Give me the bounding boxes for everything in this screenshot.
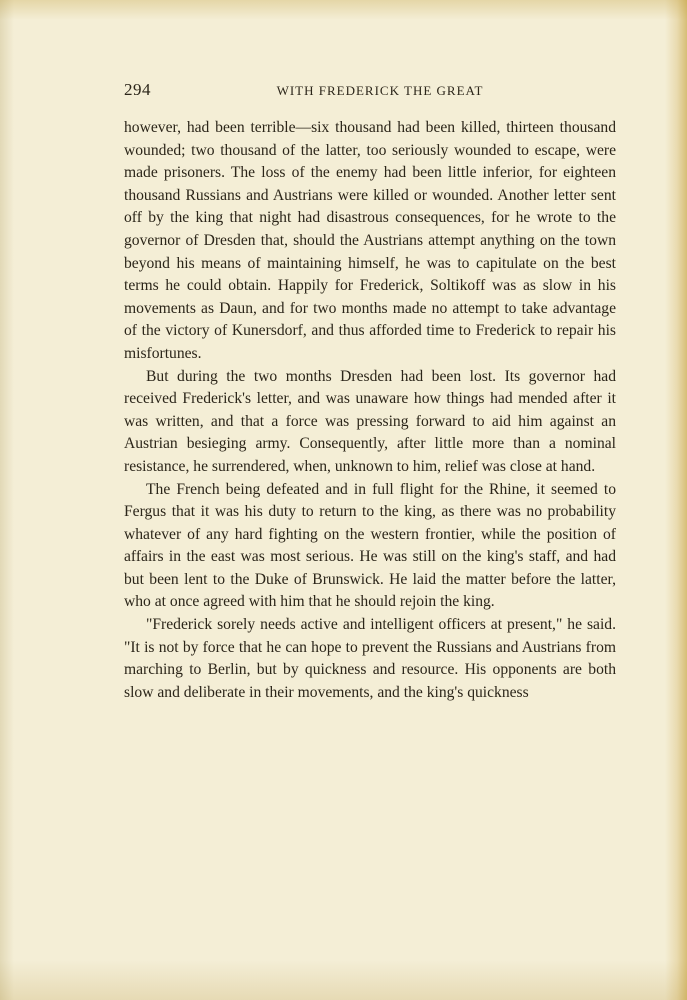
running-head [124,80,616,104]
paragraph: The French being defeated and in full flight for the Rhine, it seemed to Fergus that it was his duty to return to the king, as there was no probability whatever of any hard fighting on the western frontier, while the position of affairs in the east was most serious. He was still on the king's staff, and had but been lent to the Duke of Brunswick. He laid the matter before the latter, who at once agreed with him that he should rejoin the king. [124,480,616,611]
page-number: 294 [124,80,151,99]
paragraph: "Frederick sorely needs active and intelligent officers at present," he said. "It is not by force that he can hope to prevent the Russians and Austrians from marching to Berlin, but by quickness and resource. His opponents are both slow and deliberate in their movements, and the king's quickness [124,616,616,701]
body-text [124,117,616,704]
paragraph: But during the two months Dresden had been lost. Its governor had received Frederick's letter, and was unaware how things had mended after it was written, and that a force was pressing forward to aid him against an Austrian besieging army. Consequently, after little more than a nominal resistance, he surrendered, when, unknown to him, relief was close at hand. [124,367,616,475]
paragraph-continued: however, had been terrible—six thousand had been killed, thirteen thousand wounded; two thousand of the latter, too seriously wounded to escape, were made prisoners. The loss of the enemy had been little inferior, for eighteen thousand Russians and Austrians were killed or wounded. Another letter sent off by the king that night had disastrous consequences, for he wrote to the governor of Dresden that, should the Austrians attempt anything on the town beyond his means of maintaining himself, he was to capitulate on the best terms he could obtain. Happily for Frederick, Soltikoff was as slow in his movements as Daun, and for two months made no attempt to take advantage of the victory of Kunersdorf, and thus afforded time to Frederick to repair his misfortunes. [124,119,616,362]
running-title: WITH FREDERICK THE GREAT [276,83,484,98]
